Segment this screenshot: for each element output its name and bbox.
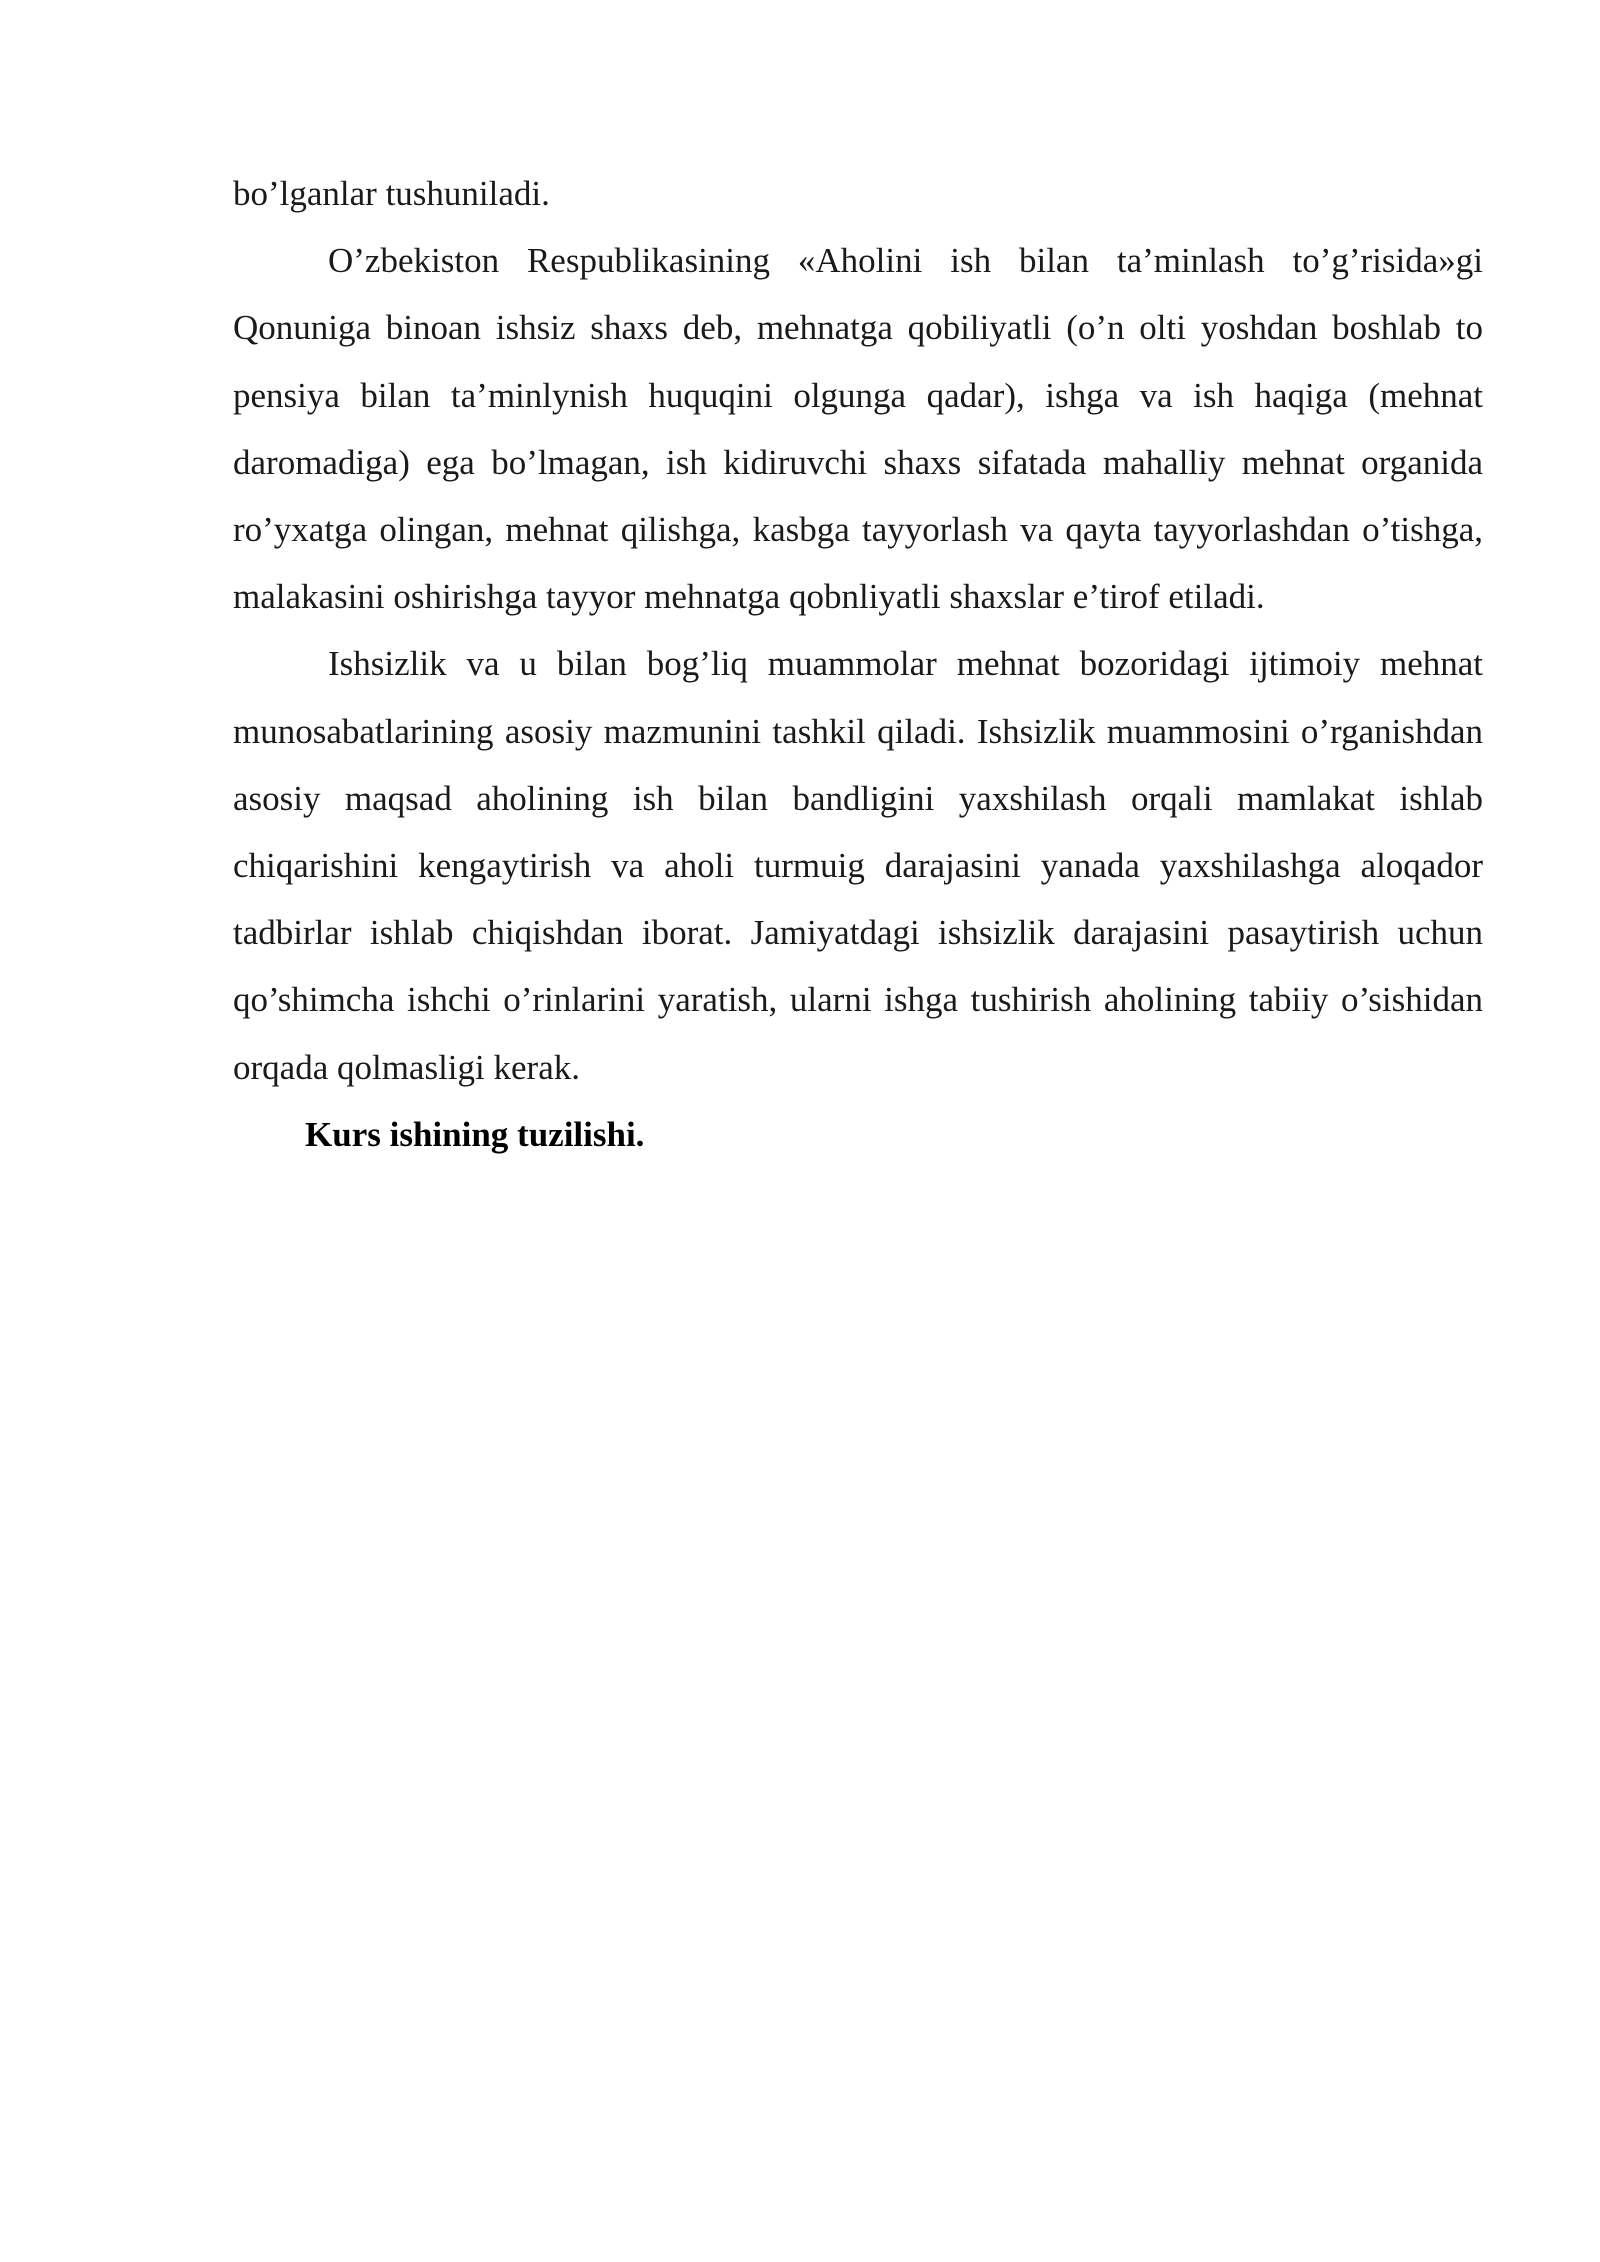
paragraph-unemployed-definition: O’zbekiston Respublikasining «Aholini ish bilan ta’minlash to’g’risida»gi Qonuniga binoan ishsiz shaxs deb, mehnatga qobiliyatli (o’n olti yoshdan boshlab to pensiya bilan ta’minlynish huquqini olgunga qadar), ishga va ish haqiga (mehnat daromadiga) ega bo’lmagan, ish kidiruvchi shaxs sifatada mahalliy mehnat organida ro’yxatga olingan, mehnat qilishga, kasbga tayyorlash va qayta tayyorlashdan o’tishga, malakasini oshirishga tayyor mehnatga qobnliyatli shaxslar e’tirof etiladi. [233, 241, 1483, 617]
paragraph-unemployment-problems: Ishsizlik va u bilan bog’liq muammolar mehnat bozoridagi ijtimoiy mehnat munosabatlarining asosiy mazmunini tashkil qiladi. Ishsizlik muammosini o’rganishdan asosiy maqsad aholining ish bilan bandligini yaxshilash orqali mamlakat ishlab chiqarishini kengaytirish va aholi turmuig darajasini yanada yaxshilashga aloqador tadbirlar ishlab chiqishdan iborat. Jamiyatdagi ishsizlik darajasini pasaytirish uchun qo’shimcha ishchi o’rinlarini yaratish, ularni ishga tushirish aholining tabiiy o’sishidan orqada qolmasligi kerak. [233, 644, 1483, 1087]
continuation-text: bo’lganlar tushuniladi. [233, 174, 550, 213]
document-body [233, 160, 1483, 1168]
section-heading: Kurs ishining tuzilishi. [305, 1114, 645, 1154]
